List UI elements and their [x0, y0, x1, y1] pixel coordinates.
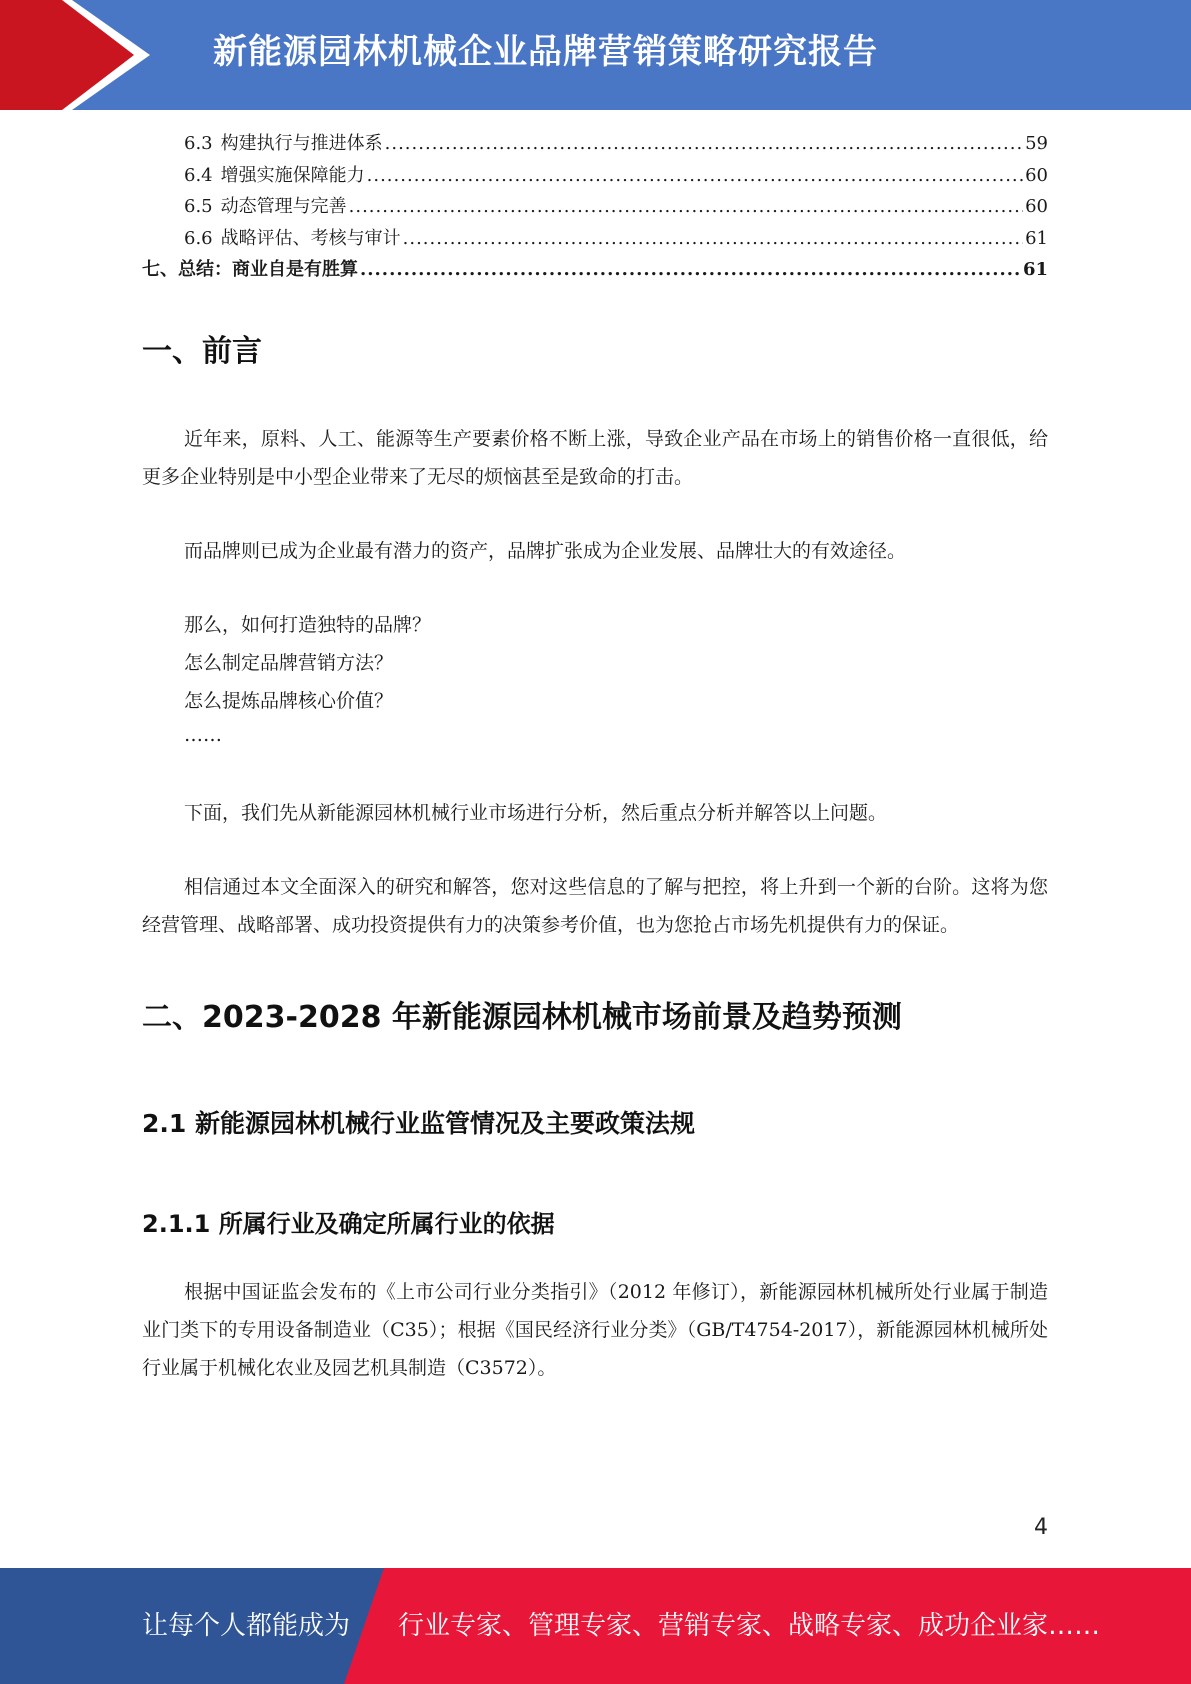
toc-item-number: 6.5: [184, 196, 213, 217]
paragraph: 而品牌则已成为企业最有潜力的资产，品牌扩张成为企业发展、品牌壮大的有效途径。: [184, 540, 907, 562]
toc-item[interactable]: [142, 191, 1048, 223]
table-of-contents: [142, 128, 1048, 286]
toc-item-label: 构建执行与推进体系: [220, 133, 383, 154]
header-band: [0, 0, 1191, 110]
toc-leader: [367, 160, 1023, 192]
question-item: 怎么制定品牌营销方法？: [184, 652, 394, 674]
toc-item-page: 61: [1025, 227, 1048, 249]
report-title: 新能源园林机械企业品牌营销策略研究报告: [213, 32, 878, 72]
toc-item-page: 60: [1025, 196, 1048, 217]
paragraph: 根据中国证监会发布的《上市公司行业分类指引》（2012 年修订），新能源园林机械所处行业属于制造业门类下的专用设备制造业（C35）；根据《国民经济行业分类》（GB/T4754-2017），新能源园林机械所处行业属于机械化农业及园艺机具制造（C3572）。: [142, 1281, 1048, 1379]
subsection-heading: 2.1 新能源园林机械行业监管情况及主要政策法规: [142, 1109, 695, 1138]
footer-band: [0, 1568, 1191, 1684]
section-heading-preface: 一、前言: [142, 334, 262, 369]
question-item: 那么，如何打造独特的品牌？: [184, 614, 432, 636]
toc-leader: [360, 254, 1021, 286]
section-heading-market-forecast: 二、2023-2028 年新能源园林机械市场前景及趋势预测: [142, 1000, 902, 1035]
toc-item-label: 动态管理与完善: [220, 196, 347, 217]
toc-item-page: 60: [1025, 164, 1048, 186]
toc-leader: [385, 128, 1023, 160]
toc-item[interactable]: [142, 223, 1048, 255]
toc-item[interactable]: [142, 160, 1048, 192]
question-list: [142, 606, 1048, 750]
toc-item-page: 59: [1025, 133, 1048, 154]
question-item: 怎么提炼品牌核心价值？: [184, 690, 394, 712]
toc-item-number: 6.6: [184, 227, 213, 249]
subsubsection-heading: 2.1.1 所属行业及确定所属行业的依据: [142, 1210, 555, 1238]
toc-item-chapter[interactable]: [142, 254, 1048, 286]
footer-slogan-left: 让每个人都能成为: [142, 1611, 351, 1641]
paragraph: 下面，我们先从新能源园林机械行业市场进行分析，然后重点分析并解答以上问题。: [184, 802, 888, 824]
footer-slogan-right: 行业专家、管理专家、营销专家、战略专家、成功企业家……: [398, 1611, 1101, 1641]
toc-item-number: 6.3: [184, 133, 213, 154]
paragraph: 相信通过本文全面深入的研究和解答，您对这些信息的了解与把控，将上升到一个新的台阶。这将为您经营管理、战略部署、成功投资提供有力的决策参考价值，也为您抢占市场先机提供有力的保证。: [142, 876, 1048, 936]
toc-item-label: 七、总结：商业自是有胜算: [142, 259, 358, 280]
toc-item-number: 6.4: [184, 164, 213, 186]
toc-item-label: 增强实施保障能力: [220, 164, 365, 186]
toc-item-label: 战略评估、考核与审计: [220, 227, 401, 249]
toc-leader: [349, 191, 1023, 223]
question-item: ……: [184, 724, 222, 746]
main-content: [142, 300, 1048, 1387]
toc-item[interactable]: [142, 128, 1048, 160]
toc-leader: [403, 223, 1023, 255]
page-number: 4: [1034, 1515, 1048, 1540]
paragraph: 近年来，原料、人工、能源等生产要素价格不断上涨，导致企业产品在市场上的销售价格一直很低，给更多企业特别是中小型企业带来了无尽的烦恼甚至是致命的打击。: [142, 428, 1048, 488]
header-arrow-decoration: [0, 0, 160, 110]
toc-item-page: 61: [1022, 259, 1048, 280]
